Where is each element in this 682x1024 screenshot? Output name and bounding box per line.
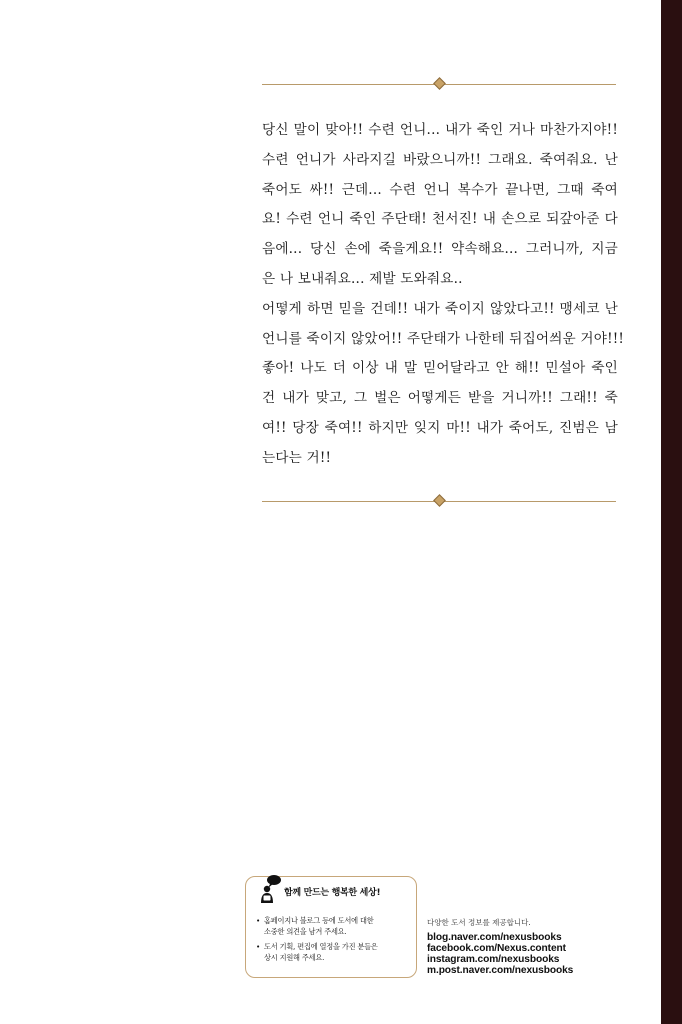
bottom-ornament-divider (262, 501, 616, 502)
book-spine-edge (661, 0, 682, 1024)
promo-title: 함께 만드는 행복한 세상! (284, 888, 381, 898)
promo-item-text: 소중한 의견을 남겨 주세요. (264, 927, 347, 936)
diamond-ornament-icon (433, 77, 446, 90)
quote-line: 는다는 거!! (262, 449, 332, 466)
quote-line: 당신 말이 맞아!! 수련 언니... 내가 죽인 거나 마찬가지야!! (262, 122, 618, 138)
post-link[interactable]: m.post.naver.com/nexusbooks (427, 965, 574, 976)
publisher-links (427, 917, 573, 976)
promo-list-item (256, 941, 408, 963)
quote-line: 수련 언니가 사라지길 바랐으니까!! 그래요. 죽여줘요. 난 (262, 151, 618, 168)
quote-line: 음에... 당신 손에 죽을게요!! 약속해요... 그러니까, 지금 (262, 241, 618, 258)
person-speech-bubble-icon (258, 874, 282, 904)
publisher-promo-box (245, 876, 417, 978)
top-ornament-divider (262, 84, 616, 85)
quote-line: 요! 수련 언니 죽인 주단태! 천서진! 내 손으로 되갚아준 다 (262, 211, 618, 228)
promo-item-text: • 도서 기획, 편집에 열정을 가진 분들은 (264, 942, 378, 951)
quote-line: 어떻게 하면 믿을 건데!! 내가 죽이지 않았다고!! 맹세코 난 (262, 300, 618, 317)
quote-line: 좋아! 나도 더 이상 내 말 믿어달라고 안 해!! 민설아 죽인 (262, 360, 618, 377)
quote-line: 언니를 죽이지 않았어!! 주단태가 나한테 뒤집어씌운 거야!!! (262, 330, 625, 347)
promo-list (256, 915, 408, 963)
back-cover-quote (262, 116, 625, 474)
promo-item-text: • 홈페이지나 블로그 등에 도서에 대한 (264, 916, 374, 925)
instagram-link[interactable]: instagram.com/nexusbooks (427, 954, 560, 965)
links-intro: 다양한 도서 정보를 제공합니다. (427, 918, 531, 927)
quote-line: 은 나 보내줘요... 제발 도와줘요.. (262, 270, 463, 287)
quote-line: 여!! 당장 죽여!! 하지만 잊지 마!! 내가 죽어도, 진범은 남 (262, 419, 618, 436)
blog-link[interactable]: blog.naver.com/nexusbooks (427, 932, 562, 943)
facebook-link[interactable]: facebook.com/Nexus.content (427, 943, 566, 954)
promo-list-item (256, 915, 408, 937)
quote-line: 죽어도 싸!! 근데... 수련 언니 복수가 끝나면, 그때 죽여 (262, 181, 618, 198)
quote-line: 건 내가 맞고, 그 벌은 어떻게든 받을 거니까!! 그래!! 죽 (262, 390, 618, 407)
promo-item-text: 상시 지원해 주세요. (264, 953, 325, 962)
diamond-ornament-icon (433, 494, 446, 507)
